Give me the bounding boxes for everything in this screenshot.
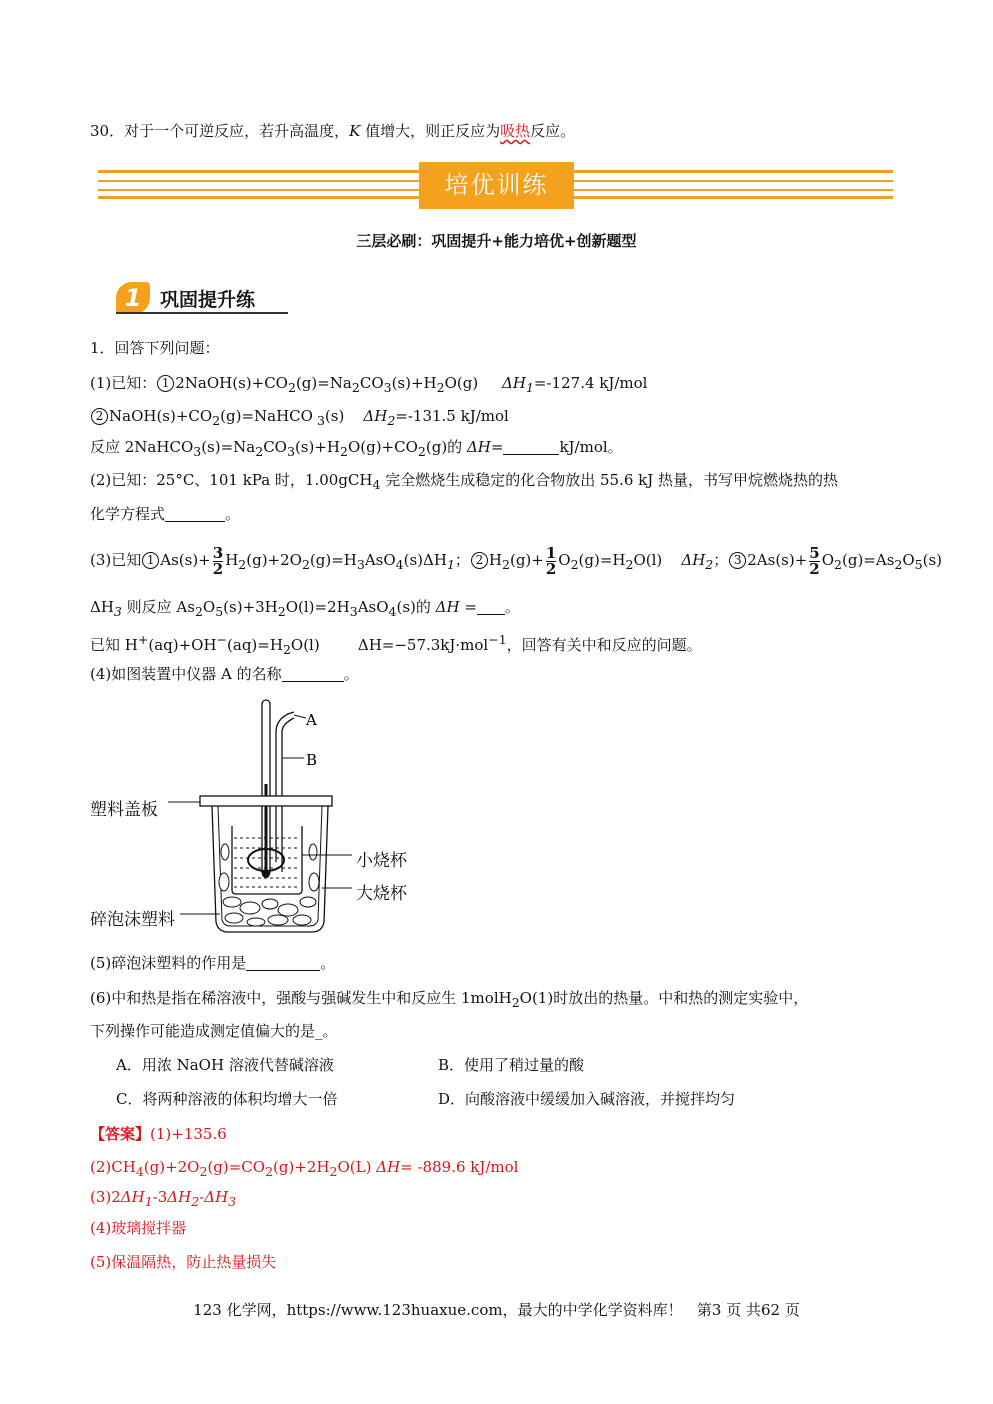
q1-part2-line2: 化学方程式 。 [90,505,241,523]
answer-tag: 【答案】 [90,1125,151,1143]
q1-part1-line1: (1)已知： 1 $2NaOH(s)+CO_2(g)=Na_2CO_3(s)+H_2O(g)$ $\Delta H_1=-127.4$ kJ/mol [90,374,648,395]
page-number: 第3 页 共62 页 [696,1301,800,1319]
label-big-beaker: 大烧杯 [356,884,407,904]
page-footer [0,1299,993,1320]
option-a: A．用浓 NaOH 溶液代替碱溶液 [116,1056,334,1074]
q1-part1-line2: 2 $NaOH(s)+CO_2(g)=NaHCO$ $_3$(s) $\Delta H_2=-131.5$ kJ/mol [90,406,509,431]
q1-part3-line2: $\Delta H_3$ 则反应 $As_2O_5(s)+3H_2O(l)=2H_3AsO_4(s)$的 ΔH = 。 [90,598,520,619]
q1-part5: (5)碎泡沫塑料的作用是 。 [90,954,336,972]
q1-part6-line1: (6)中和热是指在稀溶液中，强酸与强碱发生中和反应生 1molH$_2$O(1)时放出的热量。中和热的测定实验中， [90,989,809,1010]
q1-part4: (4)如图装置中仪器 A 的名称 。 [90,665,359,683]
subtitle: 三层必刷：巩固提升+能力培优+创新题型 [356,232,637,250]
circle-number-icon: 2 [91,408,108,425]
fraction: $\frac{1}{2}$ [545,543,557,578]
answer-line-4: (4)玻璃搅拌器 [90,1219,187,1237]
answer-blank [477,600,505,615]
q30-text-b: 值增大，则正反应为 [360,122,501,140]
answer-blank [282,667,344,682]
section-number-badge: 1 [116,282,150,314]
answer-line-1: 【答案】(1)+135.6 [90,1125,227,1143]
label-small-beaker: 小烧杯 [356,851,407,871]
q1-part6-line2: 下列操作可能造成测定值偏大的是_。 [90,1022,338,1040]
q1-part3-line1: (3)已知 1 As(s)+ $\frac{3}{2}$ $H_2(g)+2O_2(g)=H_3AsO_4(s)\Delta H_1$； 2 $H_2(g)+$ $\frac{1}{2}$ $O_2(g)=H_2O(l)$ $\Delta H_2$； 3 2As(s)+ $\frac{5}{2}$ $O_2(g)=As_2O_5(s)$ [90,543,943,578]
banner-title: 培优训练 [419,162,574,209]
option-b: B．使用了稍过量的酸 [438,1056,585,1074]
neutralization-intro: 已知 $H^+(aq)+OH^-(aq)=H_2O(l)$ ΔH=−57.3kJ·mol$^{-1}$，回答有关中和反应的问题。 [90,632,702,657]
label-cover-plate: 塑料盖板 [90,800,158,820]
cover-plate [200,796,332,806]
label-a: A [306,711,317,729]
fraction: $\frac{3}{2}$ [212,543,224,578]
option-d: D．向酸溶液中缓缓加入碱溶液，并搅拌均匀 [438,1090,736,1108]
section-title: 巩固提升练 [160,289,256,311]
option-c: C．将两种溶液的体积均增大一倍 [116,1090,338,1108]
fraction: $\frac{5}{2}$ [809,543,820,578]
answer-line-5: (5)保温隔热，防止热量损失 [90,1253,277,1271]
answer-blank [246,956,320,971]
q1-part1-line3: 反应 $2NaHCO_3(s)=Na_2CO_3(s)+H_2O(g)+CO_2(g)$的 ΔH= kJ/mol。 [90,438,623,459]
answer-line-3: $(3)2\Delta H_1-3\Delta H_2-\Delta H_3$ [90,1188,237,1209]
footer-site: 123 化学网，https://www.123huaxue.com，最大的中学化学资料库！ [193,1301,683,1319]
q30-answer: 吸热 [500,122,531,140]
circle-number-icon: 2 [471,552,488,569]
q-number: 30． [90,122,125,140]
answer-blank [165,507,225,522]
q30-text: 对于一个可逆反应，若升高温度， [124,122,350,140]
q30-text-c: 反应。 [530,122,576,140]
question-30 [90,121,575,141]
answer-blank [503,440,559,455]
q1-part2-line1: (2)已知：25°C、101 kPa 时，1.00gCH$_4$ 完全燃烧生成稳定的化合物放出 55.6 kJ 热量，书写甲烷燃烧热的热 [90,471,839,492]
circle-number-icon: 1 [142,552,159,569]
label-foam: 碎泡沫塑料 [90,910,175,930]
circle-number-icon: 1 [157,375,174,392]
answer-line-2: $(2)CH_4(g)+2O_2(g)=CO_2(g)+2H_2O(L)$ ΔH= -889.6 kJ/mol [90,1158,519,1179]
circle-number-icon: 3 [729,552,746,569]
label-b: B [306,751,318,769]
question-stem: 1．回答下列问题： [90,339,220,357]
section-underline [116,312,288,314]
k-symbol: K [349,122,361,140]
